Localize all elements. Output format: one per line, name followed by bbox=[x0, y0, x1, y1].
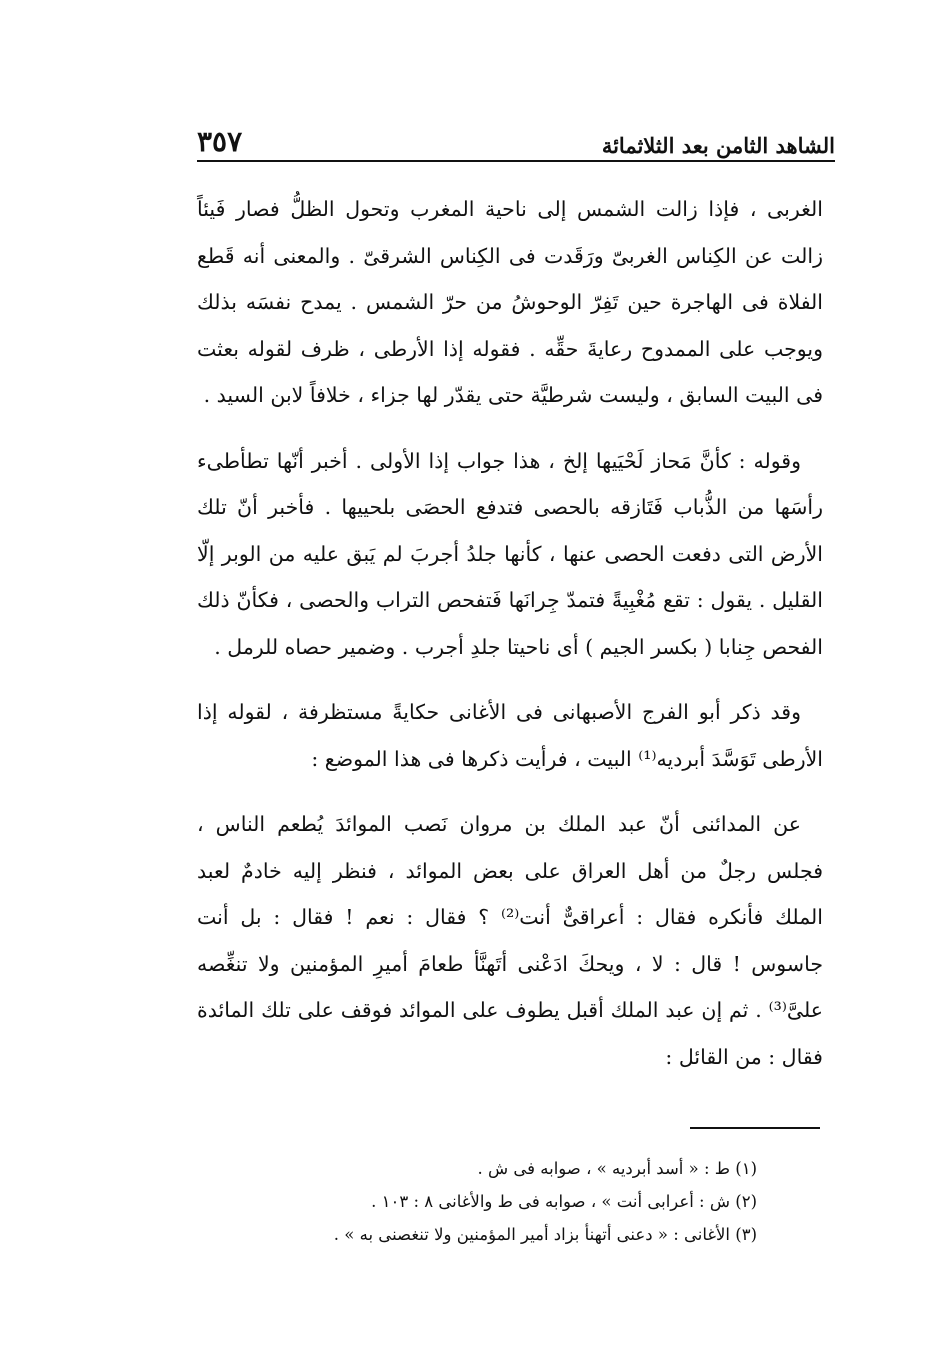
footnote-rule bbox=[690, 1127, 820, 1129]
footnote-1: (١) ط : « أسد أبرديه » ، صوابه فى ش . bbox=[477, 1159, 757, 1178]
footnote-3: (٣) الأغانى : « دعنى أتهنأ بزاد أمير المؤمنين ولا تنغصنى به » . bbox=[333, 1225, 757, 1244]
paragraph-3: وقد ذكر أبو الفرج الأصبهانى فى الأغانى حكايةً مستظرفة ، لقوله إذا الأرطى تَوَسَّدَ أبرديه⁽¹⁾ البيت ، فرأيت ذكرها فى هذا الموضع : bbox=[197, 700, 823, 771]
footnotes bbox=[197, 1152, 757, 1251]
footnote-2: (٢) ش : أعرابى أنت » ، صوابه فى ط والأغانى ٨ : ١٠٣ . bbox=[371, 1192, 757, 1211]
paragraph-1: الغربى ، فإذا زالت الشمس إلى ناحية المغرب وتحول الظلُّ فصار فَيئاً زالت عن الكِناس الغربىّ ورَقَدت فى الكِناس الشرقىّ . والمعنى أنه قَطع الفلاة فى الهاجرة حين تَفِرّ الوحوشُ من حرّ الشمس . يمدح نفسَه بذلك ويوجب على الممدوح رعايةَ حقِّه . فقوله إذا الأرطى ، ظرف لقوله بعثت فى البيت السابق ، وليست شرطيَّة حتى يقدّر لها جزاء ، خلافاً لابن السيد . bbox=[197, 197, 823, 407]
paragraph-2: وقوله : كأنَّ مَحاز لَحْيَيها إلخ ، هذا جواب إذا الأولى . أخبر أنّها تطأطىء رأسَها من الذُّباب فَتَازقه بالحصى فتدفع الحصَى بلحييها . فأخبر أنّ تلك الأرض التى دفعت الحصى عنها ، كأنها جلدُ أجربَ لم يَبق عليه من الوبر إلّا القليل . يقول : تقع مُغْبِيةً فتمدّ جِرانَها فَتفحص التراب والحصى ، فكأنّ ذلك الفحص جِنابا ( بكسر الجيم ) أى ناحيتا جلدِ أجرب . وضمير حصاه للرمل . bbox=[197, 448, 823, 659]
body-text bbox=[197, 186, 823, 1099]
paragraph-4: عن المدائنى أنّ عبد الملك بن مروان نَصب الموائدَ يُطعم الناس ، فجلس رجلٌ من أهل العراق على بعض الموائد ، فنظر إليه خادمٌ لعبد الملك فأنكره فقال : أعراقىٌّ أنت⁽²⁾ ؟ فقال : نعم ! فقال : بل أنت جاسوس ! قال : لا ، ويحكَ ادَعْنى أتَهنَّأ طعامَ أميرِ المؤمنين ولا تنغِّصه علىَّ⁽³⁾ . ثم إن عبد الملك أقبل يطوف على الموائد فوقف على تلك المائدة فقال : من القائل : bbox=[197, 812, 823, 1069]
header-rule bbox=[197, 160, 835, 162]
page-number: ٣٥٧ bbox=[197, 125, 243, 158]
running-title: الشاهد الثامن بعد الثلاثمائة bbox=[601, 133, 835, 158]
page-header bbox=[197, 118, 835, 158]
